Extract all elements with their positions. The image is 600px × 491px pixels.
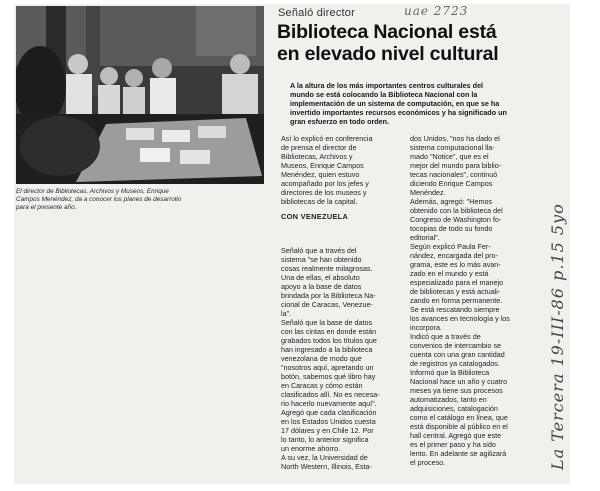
photo-caption	[16, 188, 266, 213]
body-line: los avances en tecnología y los	[410, 314, 510, 323]
body-line: 17 dólares y en Chile 12. Por	[281, 426, 374, 435]
body-line: apoyo a la base de datos	[281, 282, 362, 291]
body-line: hall central. Agregó que este	[410, 431, 502, 440]
body-line: es el primer paso y ha sido	[410, 440, 496, 449]
body-line: la".	[281, 309, 292, 318]
body-line: Congreso de Washington fo-	[410, 215, 502, 224]
body-line: sistema "se han obtenido	[281, 255, 362, 264]
body-line: Así lo explicó en conferencia	[281, 134, 373, 143]
body-line: rio hacerlo nuevamente aquí".	[281, 399, 377, 408]
body-line: sistema computacional lla-	[410, 143, 495, 152]
body-line: "nosotros aquí, apretando un	[281, 363, 374, 372]
article-column-1-continued	[281, 246, 399, 471]
body-line: como el catálogo en línea, que	[410, 413, 508, 422]
article-photo	[16, 6, 264, 184]
body-line: dos Unidos, "nos ha dado el	[410, 134, 500, 143]
lead-line: A la altura de los más importantes centros culturales del	[290, 81, 484, 90]
body-line: Señaló que a través del	[281, 246, 357, 255]
body-line: de registros ya catalogados.	[410, 359, 500, 368]
body-line: han ingresado a la biblioteca	[281, 345, 373, 354]
article-kicker: Señaló director	[278, 7, 355, 19]
body-line: meses ya tiene sus procesos	[410, 386, 503, 395]
body-line: grabados todos los títulos que	[281, 336, 377, 345]
body-line: Indicó que a través de	[410, 332, 481, 341]
body-line: con las cintas en donde están	[281, 327, 377, 336]
article-lead	[290, 81, 548, 126]
article-column-2	[410, 134, 528, 467]
caption-line: para el presente año.	[16, 204, 77, 212]
handwritten-reference: uae 2723	[404, 4, 469, 18]
caption-line: El director de Bibliotecas, Archivos y Museos, Enrique	[16, 188, 169, 195]
body-line: directores de los museos y	[281, 188, 367, 197]
body-line: automatizados, tanto en	[410, 395, 487, 404]
body-line: Bibliotecas, Archivos y	[281, 152, 353, 161]
headline-line: en elevado nivel cultural	[277, 43, 499, 65]
body-line: Nacional hace un año y cuatro	[410, 377, 508, 386]
handwritten-source-note: La Tercera 19-III-86 p.15 5yo	[548, 203, 567, 470]
body-line: venezolana de modo que	[281, 354, 362, 363]
lead-line: implementación de un sistema de computación, en que se ha	[290, 99, 500, 109]
body-line: Una de ellas, el absoluto	[281, 273, 360, 282]
body-line: cional de Caracas, Venezue-	[281, 300, 373, 309]
body-line: el proceso.	[410, 458, 446, 467]
body-line: está disponible al público en el	[410, 422, 508, 431]
body-line: diciendo Enrique Campos	[410, 179, 493, 188]
body-line: editorial".	[410, 233, 440, 242]
lead-line: gran esfuerzo en todo orden.	[290, 117, 390, 127]
body-line: A su vez, la Universidad de	[281, 453, 368, 462]
body-line: obtenido con la biblioteca del	[410, 206, 503, 215]
body-line: convenios de intercambio se	[410, 341, 502, 350]
body-line: Menéndez.	[410, 188, 446, 197]
body-line: bibliotecas de la capital.	[281, 197, 358, 206]
body-line: Se está rescatando siempre	[410, 305, 500, 314]
body-line: zando en forma permanente.	[410, 296, 503, 305]
lead-line: invertido importantes recursos económicos y ha significado un	[290, 108, 507, 118]
body-line: adquisiciones, catalogación	[410, 404, 498, 413]
body-line: en Caracas y cómo están	[281, 381, 363, 390]
body-line: en los Estados Unidos cuesta	[281, 417, 376, 426]
lead-line: mundo se está colocando la Biblioteca Nacional con la	[290, 90, 478, 100]
body-line: brindada por la Biblioteca Na-	[281, 291, 376, 300]
body-line: mejor del mundo para biblio-	[410, 161, 502, 170]
body-line: cosas realmente milagrosas.	[281, 264, 373, 273]
body-line: Menéndez, quien estuvo	[281, 170, 360, 179]
body-line: especializado para el manejo	[410, 278, 504, 287]
body-line: Informó que la Biblioteca	[410, 368, 490, 377]
body-line: botón, sabemos qué libro hay	[281, 372, 376, 381]
body-line: incorpora.	[410, 323, 442, 332]
body-line: North Western, Illinois, Esta-	[281, 462, 372, 471]
body-line: tecas nacionales", continuó	[410, 170, 498, 179]
body-line: mado "Notice", que es el	[410, 152, 489, 161]
body-line: de prensa el director de	[281, 143, 357, 152]
body-line: acompañado por los jefes y	[281, 179, 369, 188]
body-line: Museos, Enrique Campos	[281, 161, 364, 170]
body-line: clasificados allí. No es necesa-	[281, 390, 380, 399]
photo-illustration	[16, 6, 264, 184]
body-line: Según explicó Paula Fer-	[410, 242, 491, 251]
body-line: Agregó que cada clasificación	[281, 408, 377, 417]
body-line: Además, agregó: "Hemos	[410, 197, 493, 206]
body-line: zado en el mundo y está	[410, 269, 489, 278]
body-line: tocopias de todo su fondo	[410, 224, 493, 233]
headline-line: Biblioteca Nacional está	[277, 21, 497, 43]
body-line: lo tanto, lo anterior significa	[281, 435, 369, 444]
body-line: nández, encargada del pro-	[410, 251, 498, 260]
body-line: cuenta con una gran cantidad	[410, 350, 505, 359]
article-column-1	[281, 134, 399, 229]
section-subhead: CON VENEZUELA	[281, 212, 349, 221]
body-line: de bibliotecas y está actuali-	[410, 287, 501, 296]
body-line: lento. En adelante se agilizará	[410, 449, 507, 458]
body-line: grama, este es lo más avan-	[410, 260, 501, 269]
body-line: un enorme ahorro.	[281, 444, 341, 453]
body-line: Señaló que la base de datos	[281, 318, 373, 327]
caption-line: Campos Menéndez, da a conocer los planes de desarrollo	[16, 196, 182, 204]
article-headline	[277, 21, 557, 65]
